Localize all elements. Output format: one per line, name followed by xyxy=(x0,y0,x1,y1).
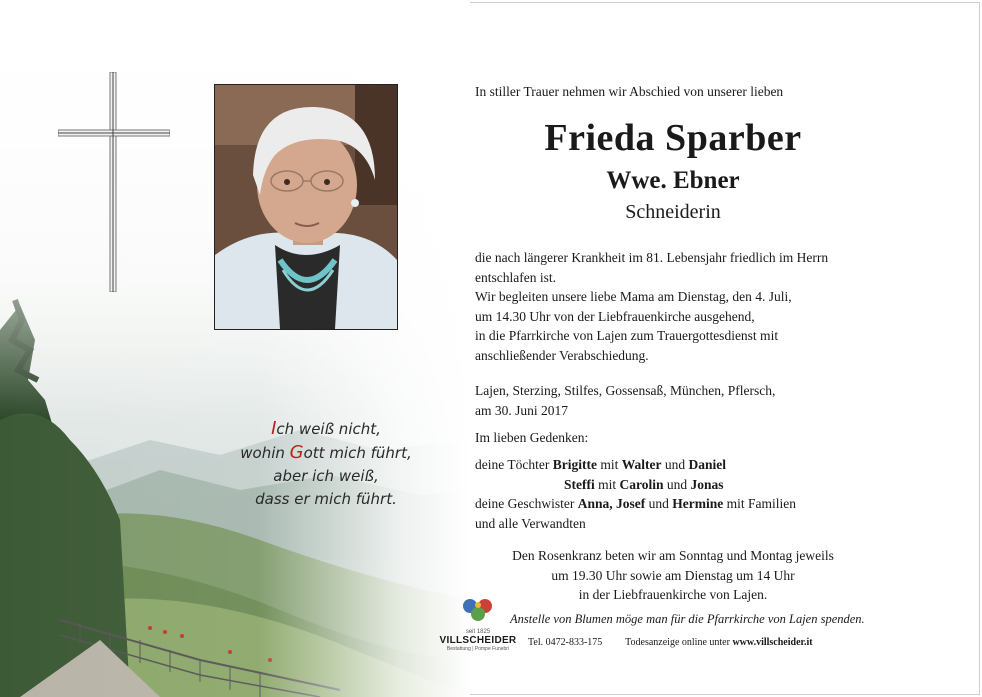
memory-heading: Im lieben Gedenken: xyxy=(475,430,589,445)
poem xyxy=(226,417,426,511)
family-line-daughters: deine Töchter Brigitte mit Walter und Daniel xyxy=(475,457,726,472)
phone-number: Tel. 0472-833-175 xyxy=(528,637,603,648)
widow-name: Wwe. Ebner xyxy=(606,167,740,194)
website-link[interactable]: www.villscheider.it xyxy=(732,637,813,648)
intro-text: In stiller Trauer nehmen wir Abschied von unserer lieben xyxy=(475,84,784,99)
family-line-siblings: deine Geschwister Anna, Josef und Hermine mit Familien xyxy=(475,496,796,511)
profession: Schneiderin xyxy=(625,201,721,223)
coat-of-arms-icon xyxy=(458,596,498,624)
poem-line-2: wohin Gott mich führt, xyxy=(240,442,412,463)
contact-line: Tel. 0472-833-175 Todesanzeige online unter www.villscheider.it xyxy=(528,637,813,648)
poem-line-4: dass er mich führt. xyxy=(255,490,397,508)
poem-line-1: Ich weiß nicht, xyxy=(271,418,381,439)
poem-line-3: aber ich weiß, xyxy=(273,467,379,485)
family-line-steffi: Steffi mit Carolin und Jonas xyxy=(564,476,724,492)
deceased-name: Frieda Sparber xyxy=(544,117,802,159)
family-line-relatives: und alle Verwandten xyxy=(475,515,586,531)
funeral-home-logo: seit 1825 VILLSCHEIDER Bestattung | Pompe Funebri xyxy=(438,596,518,654)
portrait-photo xyxy=(214,84,398,330)
rosary-info: Den Rosenkranz beten wir am Sonntag und Montag jeweils um 19.30 Uhr sowie am Dienstag um 14 Uhr in der Liebfrauenkirche von Lajen. xyxy=(512,548,834,602)
family-list xyxy=(475,455,871,533)
flowers-note: Anstelle von Blumen möge man für die Pfarrkirche von Lajen spenden. xyxy=(510,612,865,626)
place-date: Lajen, Sterzing, Stilfes, Gossensaß, München, Pflersch, am 30. Juni 2017 xyxy=(475,383,776,418)
announcement-body: die nach längerer Krankheit im 81. Lebensjahr friedlich im Herrn entschlafen ist. Wir begleiten unsere liebe Mama am Dienstag, den 4. Juli, um 14.30 Uhr von der Liebfrauenkirche ausgehend, in die Pfarrkirche von Lajen zum Trauergottesdienst mit anschließender Verabschiedung. xyxy=(475,250,829,363)
cross-icon xyxy=(58,72,170,292)
